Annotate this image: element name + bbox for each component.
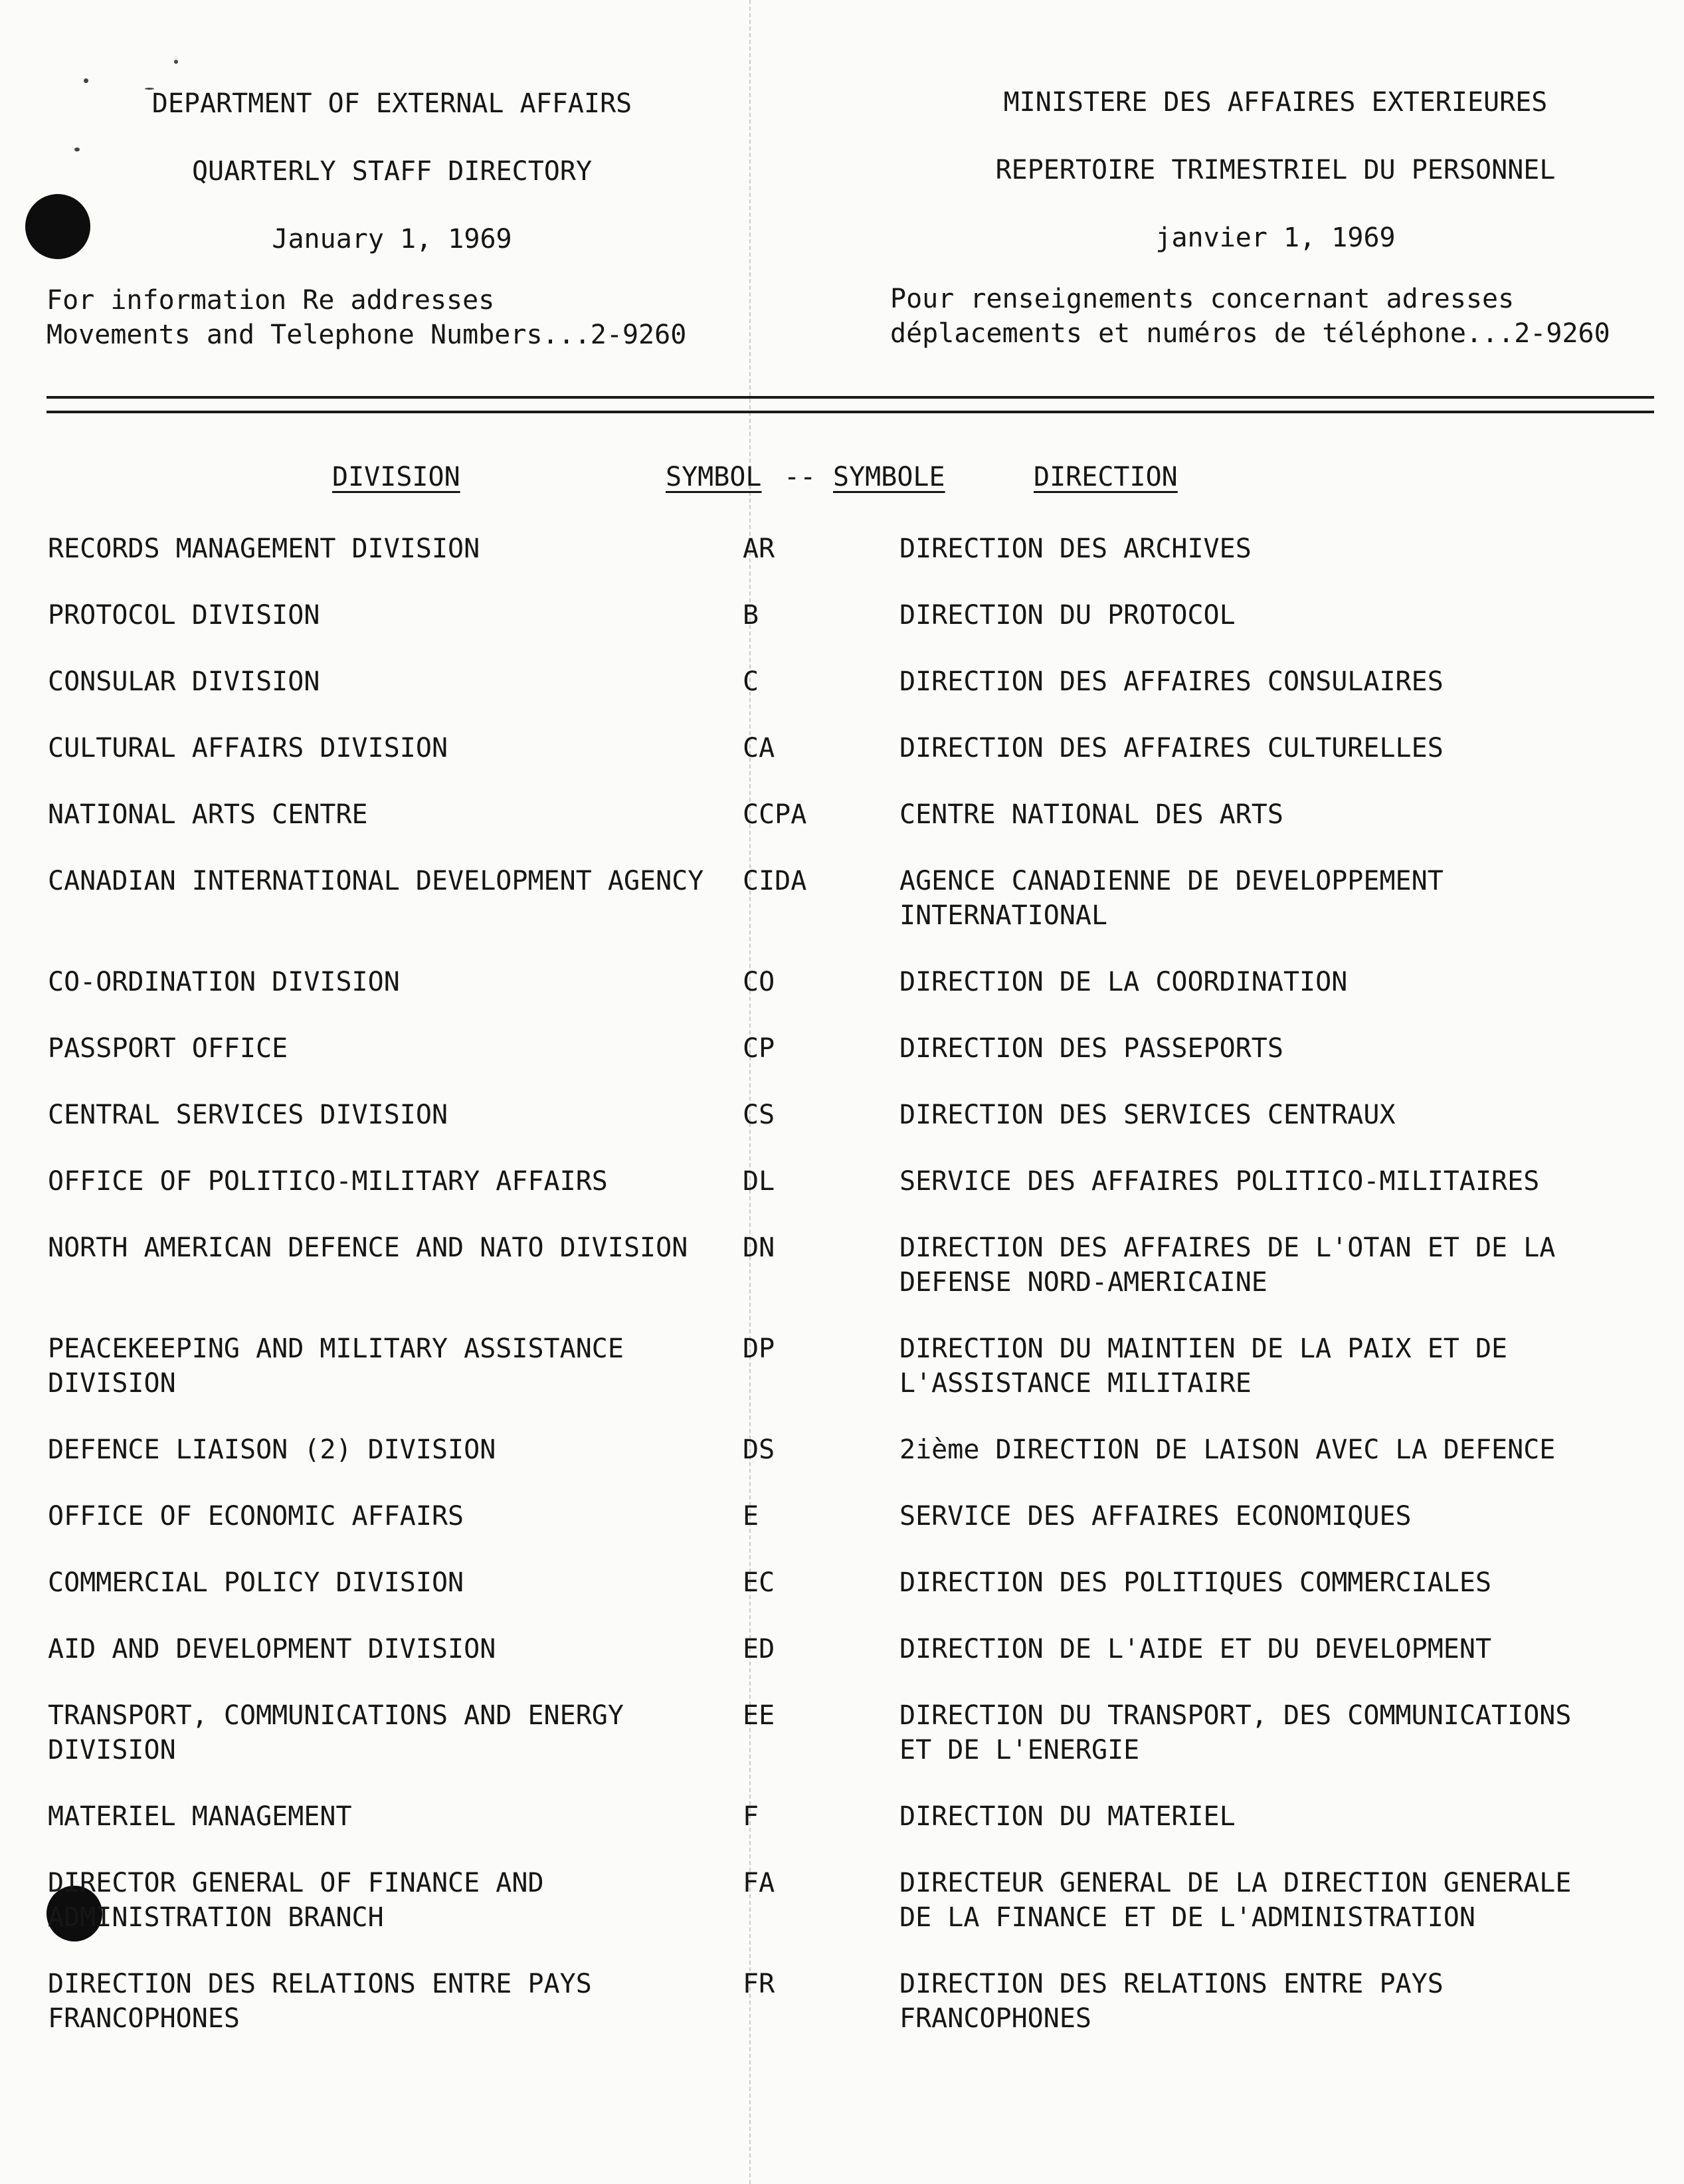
division-name xyxy=(0,664,737,699)
division-name xyxy=(0,864,737,933)
division-name xyxy=(0,598,737,633)
table-row xyxy=(0,532,1684,566)
division-symbol: AR xyxy=(743,534,775,564)
division-line: PROTOCOL DIVISION xyxy=(48,600,320,631)
direction-name xyxy=(852,965,1649,999)
direction-line: DIRECTION DES ARCHIVES xyxy=(899,534,1252,564)
direction-line: DEFENSE NORD-AMERICAINE xyxy=(899,1267,1267,1298)
column-header-separator: -- xyxy=(784,462,816,492)
header-divider-top xyxy=(47,396,1654,399)
department-title: DEPARTMENT OF EXTERNAL AFFAIRS xyxy=(151,88,632,119)
table-row xyxy=(0,731,1684,765)
direction-name xyxy=(852,1866,1649,1935)
division-line: AID AND DEVELOPMENT DIVISION xyxy=(48,1634,496,1664)
division-name xyxy=(0,1967,737,2036)
column-header-division: DIVISION xyxy=(332,462,460,492)
table-row xyxy=(0,1164,1684,1199)
table-row xyxy=(0,598,1684,633)
division-line: FRANCOPHONES xyxy=(48,2003,240,2034)
division-name xyxy=(0,965,737,999)
division-line: CANADIAN INTERNATIONAL DEVELOPMENT AGENCY xyxy=(48,866,704,896)
division-symbol: DP xyxy=(743,1334,775,1364)
division-symbol: CS xyxy=(743,1100,775,1130)
division-line: PEACEKEEPING AND MILITARY ASSISTANCE xyxy=(48,1334,624,1364)
division-name xyxy=(0,1799,737,1834)
direction-name xyxy=(852,1098,1649,1132)
direction-line: DIRECTION DES SERVICES CENTRAUX xyxy=(899,1100,1396,1130)
division-name xyxy=(0,1098,737,1132)
direction-name xyxy=(852,1565,1649,1600)
direction-name xyxy=(852,1031,1649,1066)
division-name xyxy=(0,1698,737,1767)
direction-line: DIRECTION DU PROTOCOL xyxy=(899,600,1236,631)
direction-line: 2ième DIRECTION DE LAISON AVEC LA DEFENCE xyxy=(899,1435,1556,1465)
table-row xyxy=(0,1565,1684,1600)
direction-line: DIRECTION DU MAINTIEN DE LA PAIX ET DE xyxy=(899,1334,1508,1364)
division-name xyxy=(0,1231,737,1300)
direction-name xyxy=(852,532,1649,566)
direction-line: SERVICE DES AFFAIRES POLITICO-MILITAIRES xyxy=(899,1166,1540,1197)
info-line-2: Movements and Telephone Numbers...2-9260 xyxy=(47,320,687,350)
header-english xyxy=(47,86,737,352)
direction-name xyxy=(852,598,1649,633)
division-name xyxy=(0,1433,737,1467)
table-row xyxy=(0,864,1684,933)
direction-name xyxy=(852,1433,1649,1467)
division-line: PASSPORT OFFICE xyxy=(48,1033,288,1064)
column-header-direction: DIRECTION xyxy=(1034,462,1178,492)
table-row xyxy=(0,664,1684,699)
direction-line: DIRECTION DU TRANSPORT, DES COMMUNICATIONS xyxy=(899,1700,1572,1731)
column-header-symbole: SYMBOLE xyxy=(833,462,945,492)
table-row xyxy=(0,1698,1684,1767)
direction-line: L'ASSISTANCE MILITAIRE xyxy=(899,1368,1252,1399)
table-row xyxy=(0,1632,1684,1666)
direction-name xyxy=(852,1231,1649,1300)
directory-date: January 1, 1969 xyxy=(272,224,512,254)
division-symbol: DS xyxy=(743,1435,775,1465)
division-symbol: FR xyxy=(743,1969,775,1999)
division-line: CO-ORDINATION DIVISION xyxy=(48,967,400,997)
directory-title: QUARTERLY STAFF DIRECTORY xyxy=(191,156,593,187)
division-line: MATERIEL MANAGEMENT xyxy=(48,1801,352,1832)
scan-speck xyxy=(84,78,88,83)
division-symbol: CA xyxy=(743,733,775,763)
division-line: RECORDS MANAGEMENT DIVISION xyxy=(48,534,480,564)
division-name xyxy=(0,532,737,566)
department-title-fr: MINISTERE DES AFFAIRES EXTERIEURES xyxy=(1003,87,1548,118)
division-line: DIRECTOR GENERAL OF FINANCE AND xyxy=(48,1868,544,1898)
direction-line: FRANCOPHONES xyxy=(899,2003,1091,2034)
info-line-1: For information Re addresses xyxy=(47,285,495,316)
directory-title-fr: REPERTOIRE TRIMESTRIEL DU PERSONNEL xyxy=(995,155,1556,185)
direction-line: SERVICE DES AFFAIRES ECONOMIQUES xyxy=(899,1501,1412,1532)
division-symbol: CO xyxy=(743,967,775,997)
direction-name xyxy=(852,1499,1649,1534)
division-line: CONSULAR DIVISION xyxy=(48,666,320,697)
division-line: NORTH AMERICAN DEFENCE AND NATO DIVISION xyxy=(48,1233,688,1263)
table-row xyxy=(0,797,1684,832)
info-line-2-fr: déplacements et numéros de téléphone...2-9260 xyxy=(890,318,1610,349)
direction-line: CENTRE NATIONAL DES ARTS xyxy=(899,799,1283,830)
division-name xyxy=(0,1499,737,1534)
division-name xyxy=(0,1565,737,1600)
division-line: NATIONAL ARTS CENTRE xyxy=(48,799,368,830)
directory-date-fr: janvier 1, 1969 xyxy=(1155,223,1396,253)
column-header-symbol: SYMBOL xyxy=(666,462,762,492)
direction-line: DIRECTION DES AFFAIRES CULTURELLES xyxy=(899,733,1444,763)
direction-name xyxy=(852,731,1649,765)
table-row xyxy=(0,965,1684,999)
direction-line: DIRECTION DES AFFAIRES CONSULAIRES xyxy=(899,666,1444,697)
direction-line: DIRECTION DES RELATIONS ENTRE PAYS xyxy=(899,1969,1444,1999)
division-name xyxy=(0,797,737,832)
division-name xyxy=(0,1866,737,1935)
table-row xyxy=(0,1332,1684,1401)
column-headers xyxy=(0,462,1684,502)
direction-line: DIRECTION DES POLITIQUES COMMERCIALES xyxy=(899,1567,1492,1598)
direction-name xyxy=(852,1698,1649,1767)
division-name xyxy=(0,1332,737,1401)
division-line: OFFICE OF ECONOMIC AFFAIRS xyxy=(48,1501,464,1532)
table-row xyxy=(0,1799,1684,1834)
direction-name xyxy=(852,1332,1649,1401)
division-symbol: ED xyxy=(743,1634,775,1664)
table-row xyxy=(0,1031,1684,1066)
direction-name xyxy=(852,1967,1649,2036)
division-symbol: CCPA xyxy=(743,799,807,830)
table-row xyxy=(0,1231,1684,1300)
direction-line: DIRECTION DES PASSEPORTS xyxy=(899,1033,1283,1064)
division-symbol: DL xyxy=(743,1166,775,1197)
division-line: CULTURAL AFFAIRS DIVISION xyxy=(48,733,448,763)
division-line: ADMINISTRATION BRANCH xyxy=(48,1902,384,1933)
division-line: CENTRAL SERVICES DIVISION xyxy=(48,1100,448,1130)
division-line: OFFICE OF POLITICO-MILITARY AFFAIRS xyxy=(48,1166,608,1197)
division-line: DIRECTION DES RELATIONS ENTRE PAYS xyxy=(48,1969,592,1999)
division-symbol: EE xyxy=(743,1700,775,1731)
division-line: DIVISION xyxy=(48,1735,176,1765)
division-symbol: EC xyxy=(743,1567,775,1598)
division-name xyxy=(0,1031,737,1066)
division-symbol: FA xyxy=(743,1868,775,1898)
direction-name xyxy=(852,1632,1649,1666)
direction-name xyxy=(852,864,1649,933)
header-french xyxy=(890,85,1661,351)
division-line: COMMERCIAL POLICY DIVISION xyxy=(48,1567,464,1598)
direction-line: DIRECTION DE LA COORDINATION xyxy=(899,967,1348,997)
direction-name xyxy=(852,1164,1649,1199)
division-line: DIVISION xyxy=(48,1368,176,1399)
division-name xyxy=(0,1164,737,1199)
scan-speck xyxy=(174,60,178,64)
direction-line: DE LA FINANCE ET DE L'ADMINISTRATION xyxy=(899,1902,1475,1933)
table-row xyxy=(0,1499,1684,1534)
direction-name xyxy=(852,664,1649,699)
division-symbol: DN xyxy=(743,1233,775,1263)
table-row xyxy=(0,1098,1684,1132)
division-symbol: F xyxy=(743,1801,759,1832)
division-symbol: C xyxy=(743,666,759,697)
direction-line: DIRECTION DE L'AIDE ET DU DEVELOPMENT xyxy=(899,1634,1492,1664)
direction-line: DIRECTION DU MATERIEL xyxy=(899,1801,1236,1832)
direction-line: DIRECTION DES AFFAIRES DE L'OTAN ET DE LA xyxy=(899,1233,1556,1263)
division-symbol: CIDA xyxy=(743,866,807,896)
directory-table xyxy=(0,532,1684,2036)
direction-line: DIRECTEUR GENERAL DE LA DIRECTION GENERALE xyxy=(899,1868,1572,1898)
division-name xyxy=(0,1632,737,1666)
table-row xyxy=(0,1967,1684,2036)
header-divider-bottom xyxy=(47,411,1654,413)
table-row xyxy=(0,1866,1684,1935)
division-symbol: E xyxy=(743,1501,759,1532)
division-symbol: B xyxy=(743,600,759,631)
direction-name xyxy=(852,1799,1649,1834)
division-name xyxy=(0,731,737,765)
direction-name xyxy=(852,797,1649,832)
direction-line: INTERNATIONAL xyxy=(899,900,1108,931)
division-line: DEFENCE LIAISON (2) DIVISION xyxy=(48,1435,496,1465)
division-line: TRANSPORT, COMMUNICATIONS AND ENERGY xyxy=(48,1700,624,1731)
division-symbol: CP xyxy=(743,1033,775,1064)
direction-line: AGENCE CANADIENNE DE DEVELOPPEMENT xyxy=(899,866,1444,896)
table-row xyxy=(0,1433,1684,1467)
info-line-1-fr: Pour renseignements concernant adresses xyxy=(890,284,1515,314)
direction-line: ET DE L'ENERGIE xyxy=(899,1735,1140,1765)
